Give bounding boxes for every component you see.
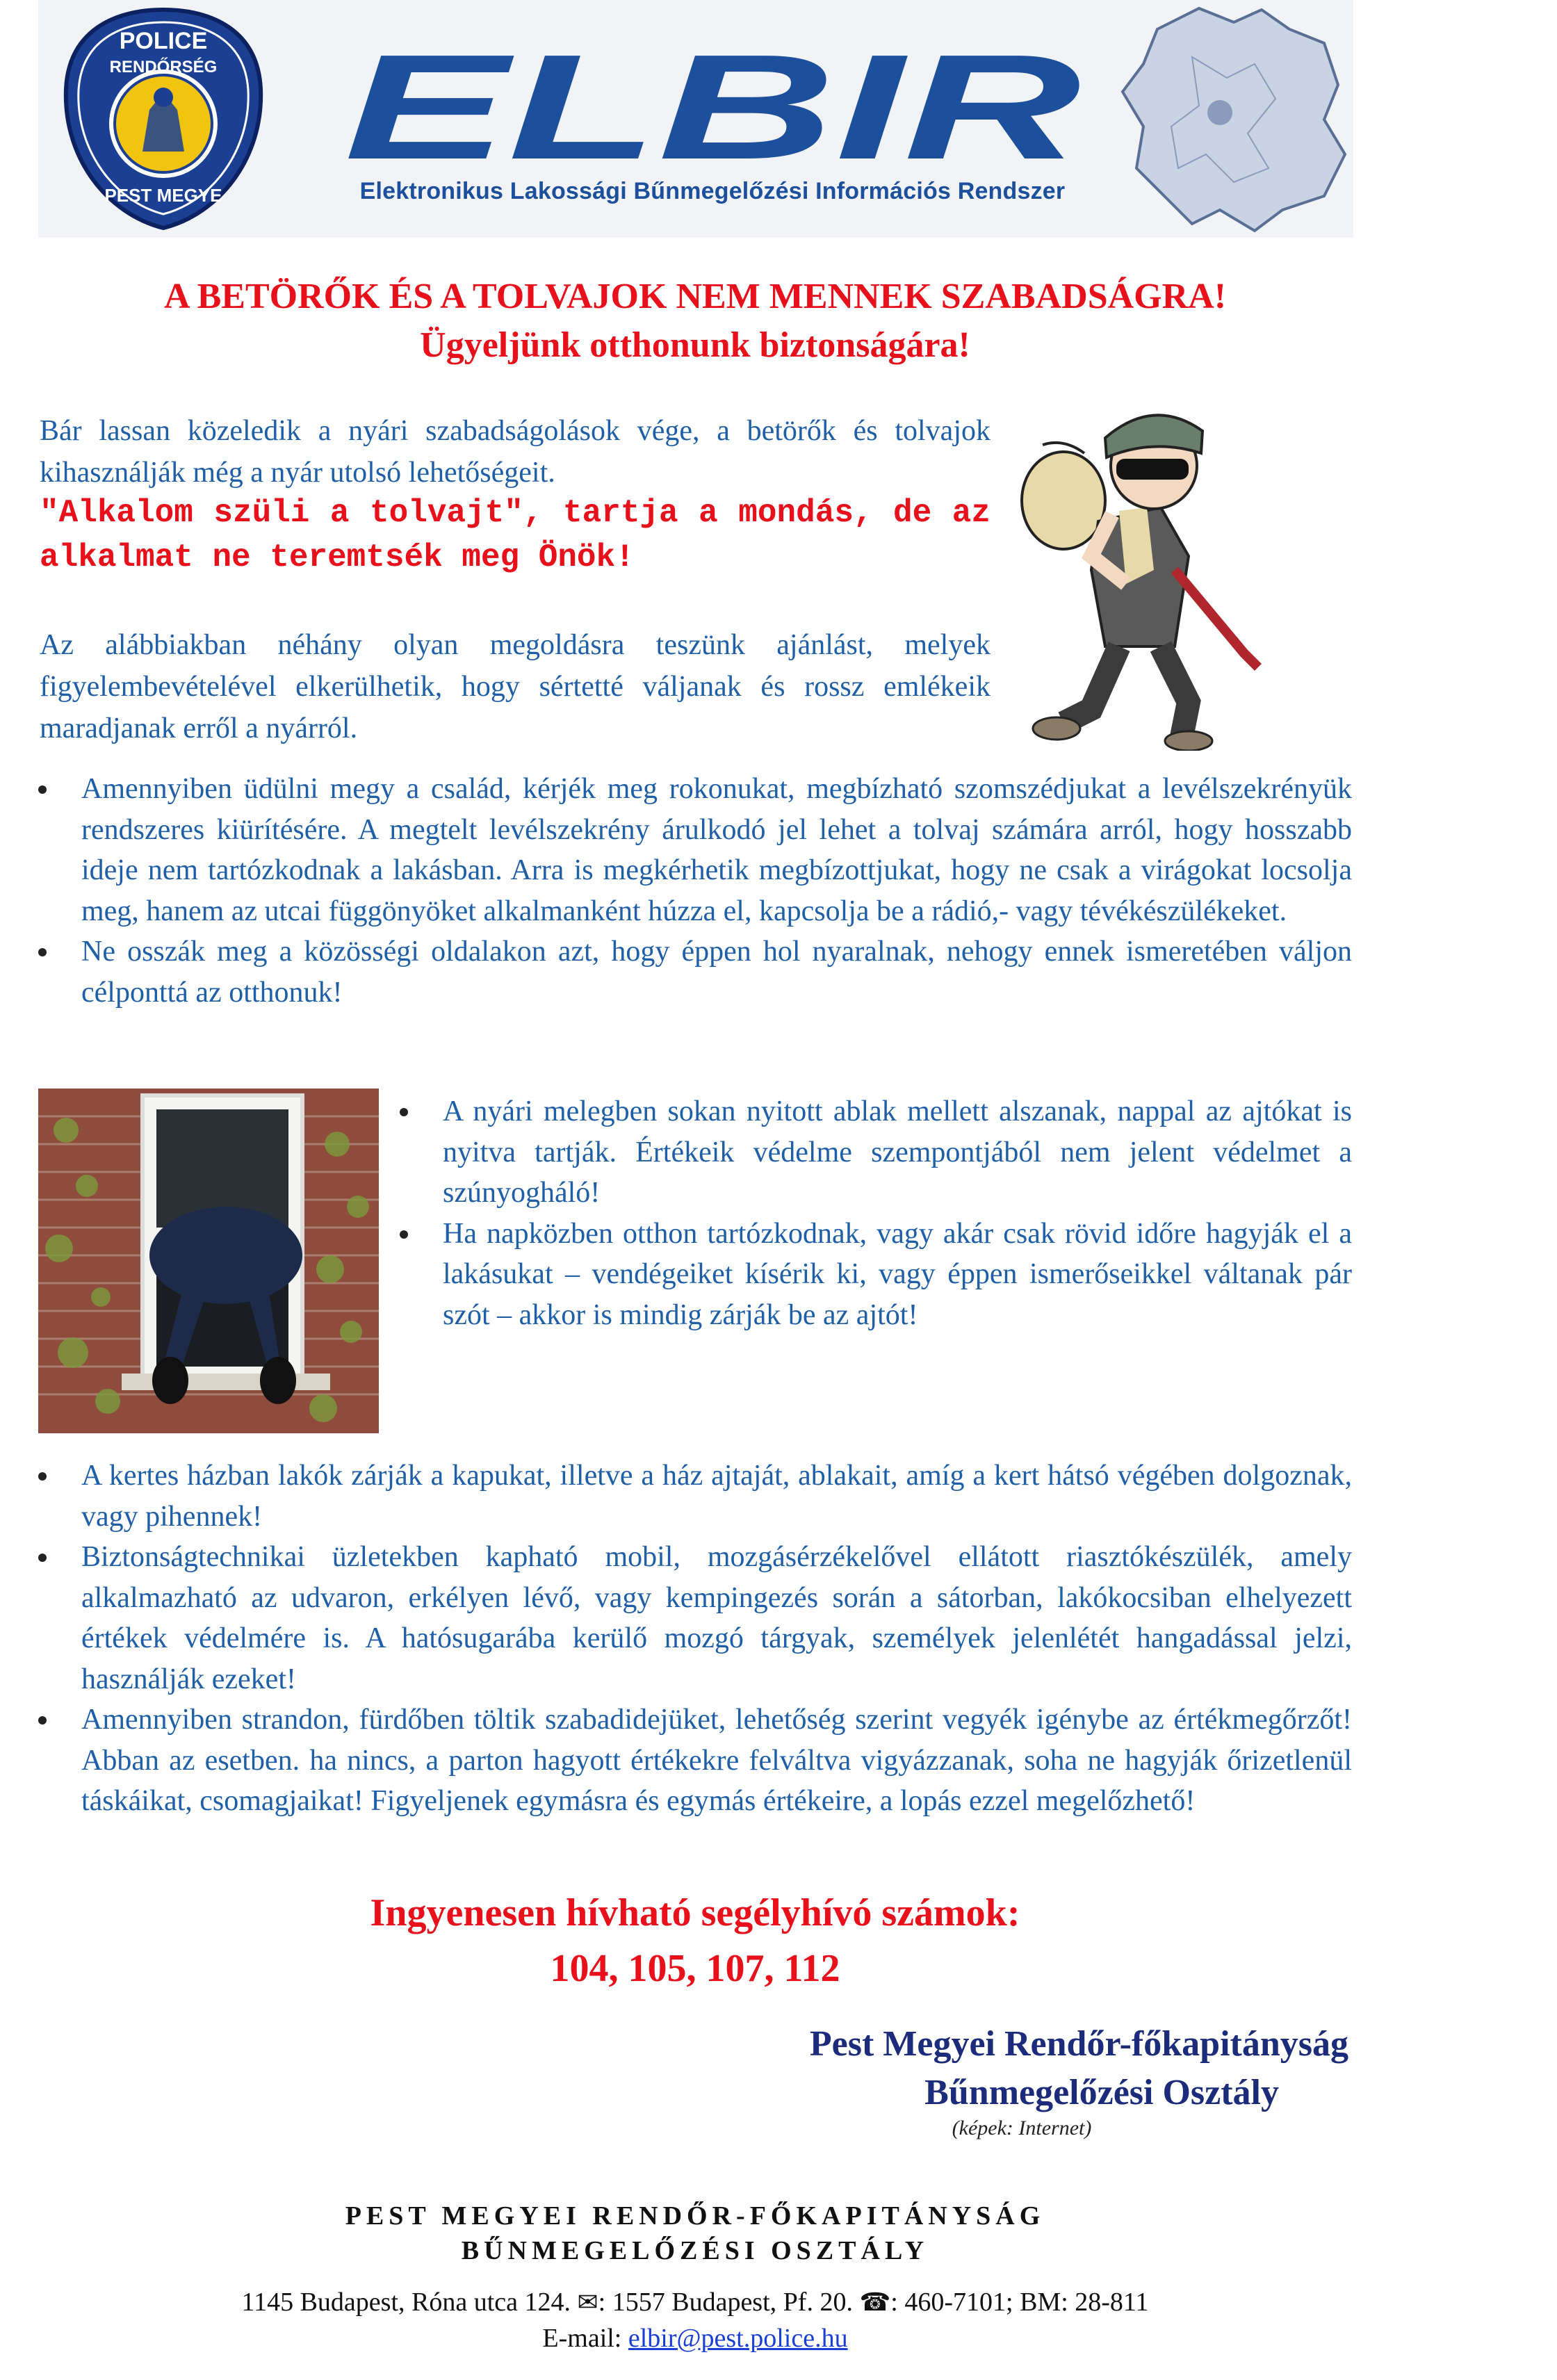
list-item [38, 931, 1352, 1013]
bullet-icon [38, 1554, 47, 1562]
elbir-wordmark-text: ELBIR [344, 42, 1081, 174]
envelope-icon: ✉ [577, 2288, 598, 2317]
footer-email-label: E-mail: [542, 2324, 628, 2353]
intro-paragraph-2: Az alábbiakban néhány olyan megoldásra teszünk ajánlást, melyek figyelembevételével elkerülhetik, hogy sértetté váljanak és rossz emlékeik maradjanak erről a nyárról. [40, 629, 991, 744]
banner-subtitle: Elektronikus Lakossági Bűnmegelőzési Információs Rendszer [359, 178, 1066, 204]
intro-paragraph-1: Bár lassan közeledik a nyári szabadságolások vége, a betörők és tolvajok kihasználják még a nyár utolsó lehetőségeit. [40, 415, 991, 489]
footer-address: 1145 Budapest, Róna utca 124. [241, 2288, 571, 2317]
footer-mail: : 1557 Budapest, Pf. 20. [598, 2288, 853, 2317]
footer-department: BŰNMEGELŐZÉSI OSZTÁLY [461, 2236, 929, 2265]
bullet-icon [38, 1716, 47, 1725]
bullet-icon [38, 785, 47, 794]
badge-bottom-text: PEST MEGYE [104, 185, 222, 206]
badge-mid-text: RENDŐRSÉG [109, 58, 218, 76]
list-item-text: A kertes házban lakók zárják a kapukat, illetve a ház ajtaját, ablakait, amíg a kert hátsó végében dolgoznak, vagy pihennek! [81, 1460, 1352, 1533]
tips-list-3 [38, 1456, 1352, 1822]
window-burglar-photo [38, 1089, 379, 1433]
police-badge-logo [59, 6, 268, 232]
list-item [400, 1214, 1352, 1336]
list-item [400, 1091, 1352, 1214]
footer-org-name: PEST MEGYEI RENDŐR-FŐKAPITÁNYSÁG [345, 2201, 1045, 2231]
list-item-text: A nyári melegben sokan nyitott ablak mellett alszanak, nappal az ajtókat is nyitva tartják. Értékeik védelme szempontjából nem jelent védelmet a szúnyogháló! [443, 1095, 1352, 1209]
headline-title: A BETÖRŐK ÉS A TOLVAJOK NEM MENNEK SZABADSÁGRA! [163, 277, 1227, 316]
emergency-numbers: 104, 105, 107, 112 [550, 1947, 840, 1990]
elbir-logo-wordmark [337, 42, 1088, 174]
email-link[interactable]: elbir@pest.police.hu [628, 2324, 848, 2353]
image-credit: (képek: Internet) [952, 2117, 1092, 2139]
footer-email-line [38, 2323, 1352, 2354]
footer-contact-line [38, 2287, 1352, 2317]
list-item-text: Amennyiben strandon, fürdőben töltik szabadidejüket, lehetőség szerint vegyék igénybe az értékmegőrzőt! Abban az esetben. ha nincs, a parton hagyott értékekre felváltva vigyázzanak, soha ne hagyják őrizetlenül táskáikat, csomagjaikat! Figyeljenek egymásra és egymás értékeire, a lopás ezzel megelőzhető! [81, 1704, 1352, 1817]
pest-county-map-image [1116, 1, 1352, 235]
list-item-text: Amennyiben üdülni megy a család, kérjék meg rokonukat, megbízható szomszédjukat a levélszekrényük rendszeres kiürítésére. A megtelt levélszekrény árulkodó jel lehet a tolvaj számára arról, hogy hosszabb ideje nem tartózkodnak a lakásban. Arra is megkérhetik megbízottjukat, hogy ne csak a virágokat locsolja meg, hanem az utcai függönyöket alkalmanként húzza el, kapcsolja be a rádió,- vagy tévékészülékeket. [81, 773, 1352, 927]
list-item-text: Ha napközben otthon tartózkodnak, vagy akár csak rövid időre hagyják el a lakásukat – vendégeiket kísérik ki, vagy éppen ismerőseikkel váltanak pár szót – akkor is mindig zárják be az ajtót! [443, 1217, 1352, 1331]
list-item [38, 769, 1352, 931]
burglar-illustration [1015, 389, 1279, 751]
signature-organization: Pest Megyei Rendőr-főkapitányság [809, 2024, 1348, 2064]
bullet-icon [400, 1108, 408, 1116]
headline-subtitle: Ügyeljünk otthonunk biztonságára! [420, 325, 970, 365]
list-item-text: Ne osszák meg a közösségi oldalakon azt, hogy éppen hol nyaralnak, nehogy ennek ismeretében váljon célponttá az otthonuk! [81, 936, 1352, 1009]
list-item [38, 1537, 1352, 1700]
tips-list-1 [38, 769, 1352, 1013]
signature-department: Bűnmegelőzési Osztály [924, 2073, 1279, 2112]
emergency-label: Ingyenesen hívható segélyhívó számok: [370, 1891, 1020, 1934]
bullet-icon [400, 1230, 408, 1239]
bullet-icon [38, 948, 47, 956]
header-banner [38, 0, 1353, 238]
telephone-icon: ☎ [859, 2288, 891, 2317]
footer-phone: : 460-7101; BM: 28-811 [890, 2288, 1149, 2317]
bullet-icon [38, 1472, 47, 1481]
list-item [38, 1456, 1352, 1537]
list-item-text: Biztonságtechnikai üzletekben kapható mobil, mozgásérzékelővel ellátott riasztókészülék, amely alkalmazható az udvaron, erkélyen lévő, vagy kempingezés során a sátorban, lakókocsiban elhelyezett értékek védelmére is. A hatósugarába kerülő mozgó tárgyak, személyek jelenlétét hangadással jelzi, használják ezeket! [81, 1541, 1352, 1695]
list-item [38, 1700, 1352, 1822]
badge-top-text: POLICE [119, 28, 208, 54]
intro-quote: "Alkalom szüli a tolvajt", tartja a mondás, de az alkalmat ne teremtsék meg Önök! [40, 495, 991, 576]
tips-list-2 [400, 1091, 1352, 1335]
